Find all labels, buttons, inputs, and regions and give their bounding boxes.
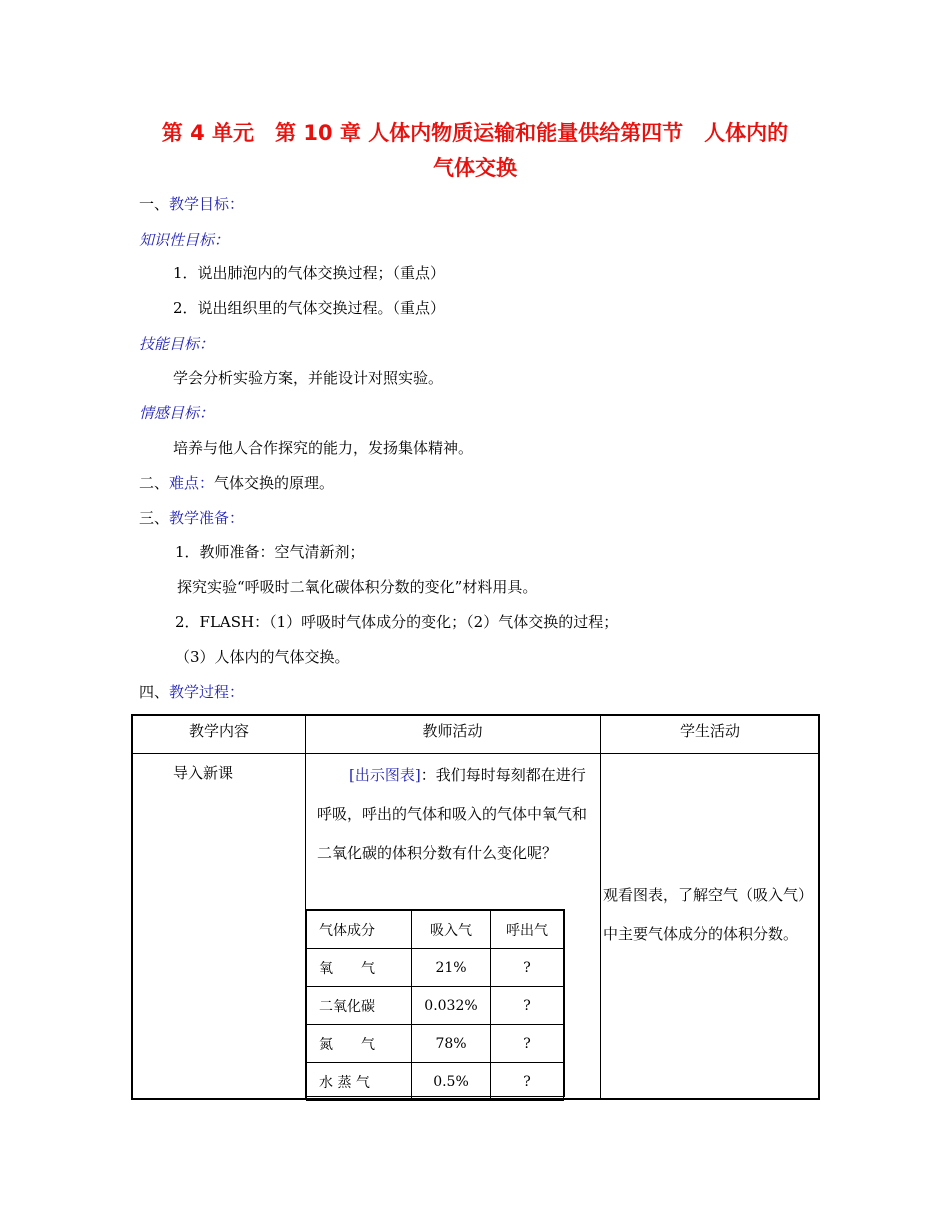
gas-header-1: 气体成分 [307, 911, 412, 949]
gas-name: 氮 气 [307, 1025, 412, 1063]
prep-item-1: 1．教师准备：空气清新剂； [175, 543, 365, 561]
table-divider [133, 753, 818, 754]
table-row [307, 911, 564, 949]
section-2-text: 气体交换的原理。 [214, 474, 335, 492]
section-2-number: 二、 [139, 474, 170, 492]
gas-inhaled: 78% [412, 1025, 491, 1063]
table-row [307, 987, 564, 1025]
section-4-number: 四、 [139, 683, 170, 701]
gas-name: 二氧化碳 [307, 987, 412, 1025]
header-teacher: 教师活动 [422, 722, 483, 740]
header-student: 学生活动 [679, 722, 740, 740]
teacher-activity-tag: [出示图表] [349, 766, 421, 784]
gas-name: 氧 气 [307, 949, 412, 987]
section-3-heading [139, 507, 244, 529]
teacher-activity-body: ：我们每时每刻都在进行呼吸，呼出的气体和吸入的气体中氧气和二氧化碳的体积分数有什么变化呢？ [317, 766, 588, 862]
prep-item-2: 探究实验“呼吸时二氧化碳体积分数的变化”材料用具。 [177, 578, 538, 596]
student-activity-text [603, 876, 818, 954]
section-3-label: 教学准备： [169, 509, 245, 527]
emotion-item: 培养与他人合作探究的能力，发扬集体精神。 [173, 439, 474, 457]
section-1-heading [139, 193, 244, 215]
knowledge-item-1: 1．说出肺泡内的气体交换过程；（重点） [173, 264, 446, 282]
table-row [307, 1063, 564, 1101]
section-4-label: 教学过程： [169, 683, 245, 701]
section-1-label: 教学目标： [169, 195, 245, 213]
prep-item-4: （3）人体内的气体交换。 [175, 648, 350, 666]
section-2-heading [139, 472, 334, 494]
gas-inhaled: 0.5% [412, 1063, 491, 1101]
knowledge-goal-heading: 知识性目标： [139, 231, 230, 249]
document-title-line-1: 第 4 单元 第 10 章 人体内物质运输和能量供给第四节 人体内的 [161, 121, 789, 145]
row-content-label: 导入新课 [173, 764, 234, 782]
table-divider [600, 716, 601, 1098]
emotion-goal-heading: 情感目标： [139, 404, 215, 422]
prep-item-3: 2．FLASH：（1）呼吸时气体成分的变化；（2）气体交换的过程； [175, 613, 619, 631]
document-title-line-2: 气体交换 [433, 156, 517, 180]
gas-name: 水 蒸 气 [307, 1063, 412, 1101]
header-content: 教学内容 [188, 722, 249, 740]
gas-composition-table [305, 909, 565, 1097]
skill-goal-heading: 技能目标： [139, 335, 215, 353]
gas-header-2: 吸入气 [412, 911, 491, 949]
gas-exhaled: ? [491, 949, 564, 987]
section-2-label: 难点： [169, 474, 215, 492]
gas-exhaled: ? [491, 987, 564, 1025]
section-1-number: 一、 [139, 195, 170, 213]
gas-header-3: 呼出气 [491, 911, 564, 949]
gas-exhaled: ? [491, 1025, 564, 1063]
section-3-number: 三、 [139, 509, 170, 527]
table-row [307, 949, 564, 987]
knowledge-item-2: 2．说出组织里的气体交换过程。（重点） [173, 299, 446, 317]
teacher-activity-text [317, 756, 587, 873]
student-activity-body: 观看图表，了解空气（吸入气）中主要气体成分的体积分数。 [603, 886, 814, 943]
skill-item: 学会分析实验方案，并能设计对照实验。 [173, 369, 444, 387]
gas-inhaled: 0.032% [412, 987, 491, 1025]
section-4-heading [139, 681, 244, 703]
gas-inhaled: 21% [412, 949, 491, 987]
table-row [307, 1025, 564, 1063]
gas-exhaled: ? [491, 1063, 564, 1101]
